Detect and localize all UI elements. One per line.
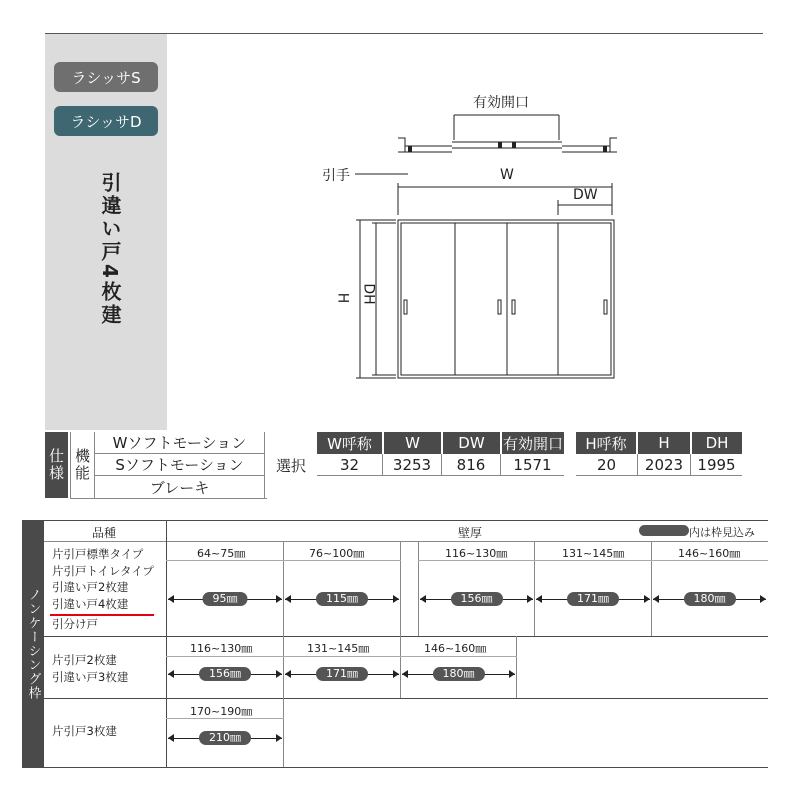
range-cell: 116~130㎜ xyxy=(445,547,508,560)
col-product-header: 品種 xyxy=(92,526,117,540)
val-effective-opening: 1571 xyxy=(501,454,564,476)
val-w-nominal: 32 xyxy=(317,454,383,476)
depth-dimension xyxy=(653,592,766,606)
function-w-soft: Wソフトモーション xyxy=(95,432,265,454)
hdr-effective-opening: 有効開口 xyxy=(502,432,564,454)
door-diagram xyxy=(330,85,630,385)
col-wall-header: 壁厚 xyxy=(458,526,483,540)
depth-value: 156㎜ xyxy=(451,592,503,606)
hdr-w-nominal: W呼称 xyxy=(317,432,382,454)
range-cell: 76~100㎜ xyxy=(309,547,365,560)
range-cell: 116~130㎜ xyxy=(190,642,253,655)
product-item: 片引戸標準タイプ xyxy=(52,547,144,561)
range-cell: 146~160㎜ xyxy=(678,547,741,560)
wall-thickness-table xyxy=(22,520,768,768)
range-cell: 131~145㎜ xyxy=(307,642,370,655)
depth-dimension xyxy=(285,667,399,681)
hdr-dh: DH xyxy=(692,432,742,454)
hdr-dw: DW xyxy=(443,432,500,454)
product-item: 引違い戸2枚建 xyxy=(52,580,129,594)
depth-value: 180㎜ xyxy=(684,592,736,606)
spec-side-label: 仕様 xyxy=(45,432,68,498)
depth-dimension xyxy=(168,731,282,745)
val-w: 3253 xyxy=(383,454,442,476)
range-cell: 170~190㎜ xyxy=(190,705,253,718)
legend-text: 内は枠見込み xyxy=(689,526,755,539)
depth-value: 171㎜ xyxy=(316,667,368,681)
depth-dimension xyxy=(285,592,399,606)
tag-lacissa-s[interactable]: ラシッサS xyxy=(54,62,158,92)
depth-value: 115㎜ xyxy=(316,592,368,606)
range-cell: 64~75㎜ xyxy=(197,547,246,560)
depth-dimension xyxy=(536,592,650,606)
dw-label: DW xyxy=(573,187,598,203)
val-h: 2023 xyxy=(638,454,691,476)
range-cell: 131~145㎜ xyxy=(562,547,625,560)
handle-label: 引手 xyxy=(322,168,350,184)
w-label: W xyxy=(500,167,514,183)
depth-value: 156㎜ xyxy=(199,667,251,681)
depth-value: 210㎜ xyxy=(199,731,251,745)
depth-dimension xyxy=(168,667,282,681)
product-item: 片引戸2枚建 xyxy=(52,653,117,667)
non-casing-frame-label: ノンケーシング枠 xyxy=(22,520,44,768)
range-cell: 146~160㎜ xyxy=(424,642,487,655)
function-s-soft: Sソフトモーション xyxy=(95,454,265,476)
depth-dimension xyxy=(168,592,282,606)
product-item: 引違い戸3枚建 xyxy=(52,670,129,684)
product-item: 片引戸3枚建 xyxy=(52,724,117,738)
hdr-h-nominal: H呼称 xyxy=(576,432,636,454)
spec-table xyxy=(45,432,763,500)
product-item-highlighted: 引違い戸4枚建 xyxy=(52,597,129,611)
product-item: 引分け戸 xyxy=(52,617,98,631)
val-h-nominal: 20 xyxy=(576,454,638,476)
val-dw: 816 xyxy=(442,454,501,476)
select-label: 選択 xyxy=(275,456,306,475)
val-dh: 1995 xyxy=(691,454,742,476)
tag-lacissa-d[interactable]: ラシッサD xyxy=(54,106,158,136)
product-item: 片引戸トイレタイプ xyxy=(52,564,154,578)
legend-swatch xyxy=(639,525,689,536)
effective-opening-label: 有効開口 xyxy=(473,95,529,111)
function-label: 機能 xyxy=(70,432,95,498)
dh-label: DH xyxy=(360,283,377,305)
depth-value: 171㎜ xyxy=(567,592,619,606)
product-title: 引違い戸4枚建 xyxy=(98,172,122,327)
hdr-w: W xyxy=(384,432,441,454)
function-brake: ブレーキ xyxy=(95,476,265,498)
depth-dimension xyxy=(420,592,533,606)
h-label: H xyxy=(334,292,351,304)
depth-value: 95㎜ xyxy=(203,592,248,606)
depth-value: 180㎜ xyxy=(433,667,485,681)
hdr-h: H xyxy=(638,432,690,454)
depth-dimension xyxy=(402,667,515,681)
